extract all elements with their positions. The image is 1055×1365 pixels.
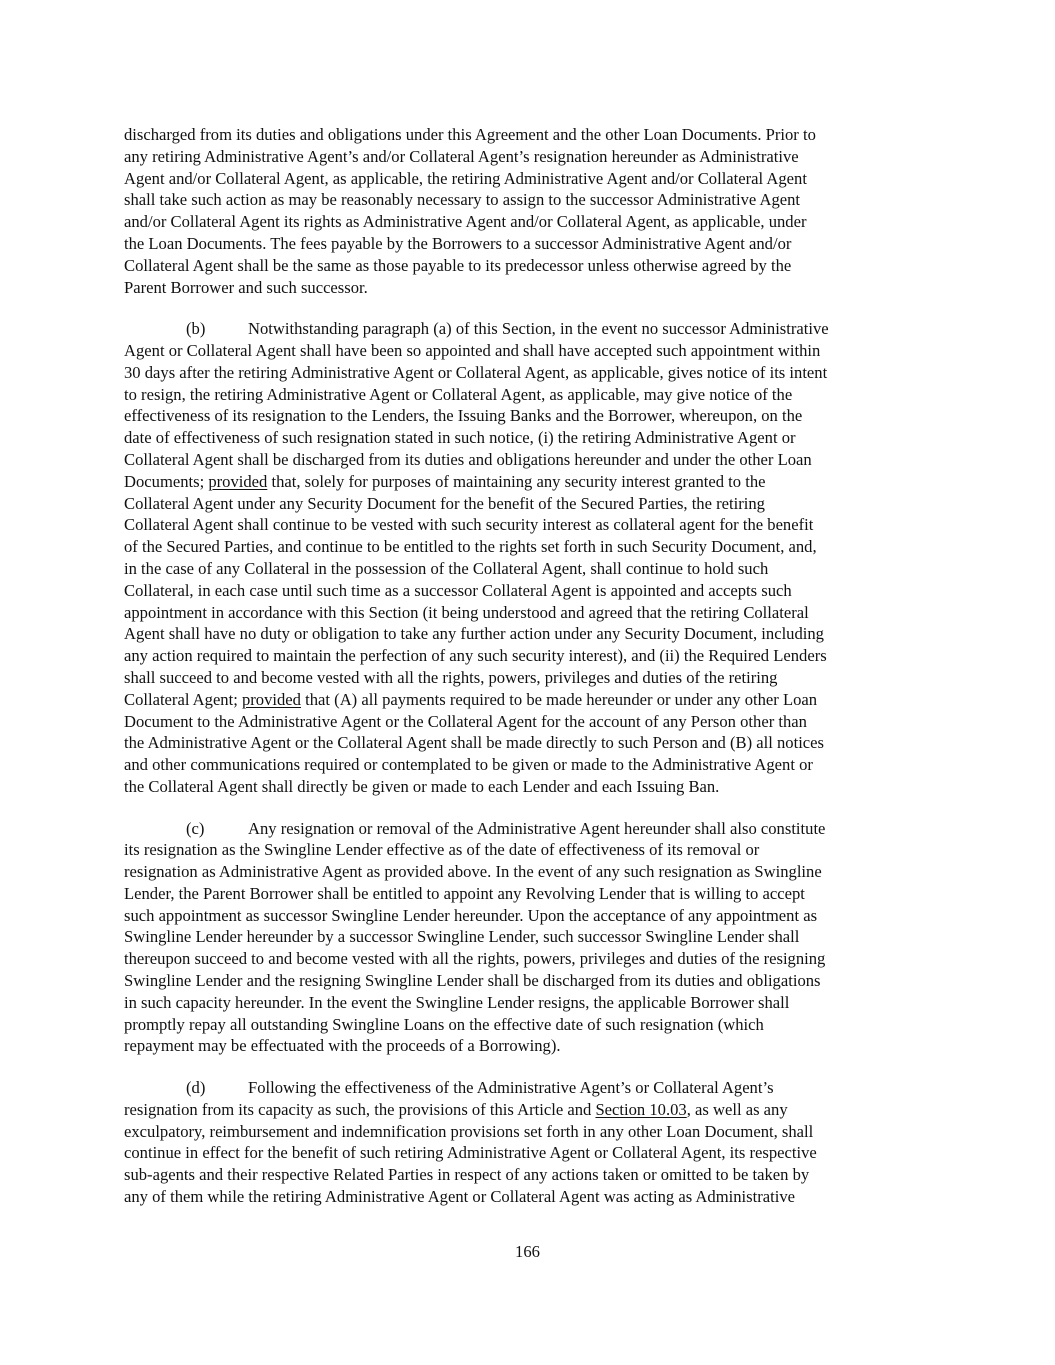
text-line: Collateral Agent shall be the same as those payable to its predecessor unless otherwise agreed by the [124, 255, 792, 275]
page-number: 166 [515, 1242, 540, 1261]
text-line: any retiring Administrative Agent’s and/or Collateral Agent’s resignation hereunder as Administrative [124, 146, 799, 166]
text-line: Agent or Collateral Agent shall have been so appointed and shall have accepted such appointment within [124, 340, 821, 360]
reference-suffix: , as well as any [686, 1099, 788, 1119]
text-line: thereupon succeed to and become vested with all the rights, powers, privileges and duties of the resigning [124, 949, 826, 969]
text-line: Lender, the Parent Borrower shall be entitled to appoint any Revolving Lender that is willing to accept [124, 883, 805, 903]
proviso-suffix: that, solely for purposes of maintaining any security interest granted to the [267, 471, 766, 491]
proviso-prefix: Documents; [124, 471, 209, 491]
text-line: Collateral Agent shall continue to be vested with such security interest as collateral agent for the benefit [124, 515, 814, 535]
text-line: in such capacity hereunder. In the event the Swingline Lender resigns, the applicable Borrower shall [124, 992, 790, 1012]
paragraph-c-first-line [124, 818, 936, 840]
paragraph-b [124, 318, 936, 798]
text-line: Parent Borrower and such successor. [124, 277, 368, 297]
text-line: its resignation as the Swingline Lender effective as of the date of effectiveness of its removal or [124, 840, 760, 860]
proviso-term: provided [208, 471, 268, 491]
text-line: the Loan Documents. The fees payable by the Borrowers to a successor Administrative Agent and/or [124, 233, 792, 253]
text-line: any of them while the retiring Administrative Agent or Collateral Agent was acting as Administrative [124, 1187, 795, 1207]
text-line: repayment may be effectuated with the proceeds of a Borrowing). [124, 1036, 561, 1056]
text-line: promptly repay all outstanding Swingline Loans on the effective date of such resignation (which [124, 1014, 764, 1034]
paragraph-b-first-line [124, 318, 936, 340]
text-line: Notwithstanding paragraph (a) of this Section, in the event no successor Administrative [248, 319, 829, 339]
text-line: Swingline Lender and the resigning Swingline Lender shall be discharged from its duties and obligations [124, 971, 821, 991]
paragraph-a-continuation [124, 124, 936, 298]
text-line: and/or Collateral Agent its rights as Administrative Agent and/or Collateral Agent, as applicable, under [124, 212, 807, 232]
text-line: Collateral, in each case until such time as a successor Collateral Agent is appointed and accepts such [124, 580, 792, 600]
text-line: effectiveness of its resignation to the Lenders, the Issuing Banks and the Borrower, whereupon, on the [124, 406, 803, 426]
text-line: Agent shall have no duty or obligation to take any further action under any Security Document, including [124, 624, 824, 644]
text-line: the Administrative Agent or the Collateral Agent shall be made directly to such Person and (B) all notices [124, 733, 824, 753]
text-line: such appointment as successor Swingline Lender hereunder. Upon the acceptance of any appointment as [124, 905, 818, 925]
paragraph-b-label: (b) [186, 319, 206, 339]
text-line: in the case of any Collateral in the possession of the Collateral Agent, shall continue to hold such [124, 558, 769, 578]
text-line: 30 days after the retiring Administrative Agent or Collateral Agent, as applicable, gives notice of its intent [124, 362, 828, 382]
section-reference-link[interactable]: Section 10.03 [595, 1099, 687, 1119]
paragraph-c [124, 818, 936, 1058]
reference-prefix: resignation from its capacity as such, the provisions of this Article and [124, 1099, 596, 1119]
text-line: and other communications required or contemplated to be given or made to the Administrative Agent or [124, 755, 813, 775]
text-line: to resign, the retiring Administrative Agent or Collateral Agent, as applicable, may give notice of the [124, 384, 793, 404]
text-line: Collateral Agent under any Security Document for the benefit of the Secured Parties, the retiring [124, 493, 765, 513]
text-line: resignation as Administrative Agent as provided above. In the event of any such resignation as Swingline [124, 862, 822, 882]
text-line: Swingline Lender hereunder by a successor Swingline Lender, such successor Swingline Lender shall [124, 927, 800, 947]
paragraph-d [124, 1077, 936, 1208]
text-line-with-proviso [124, 471, 936, 493]
paragraph-d-first-line [124, 1077, 936, 1099]
text-line: any action required to maintain the perfection of any such security interest), and (ii) the Required Lenders [124, 646, 827, 666]
text-line: Agent and/or Collateral Agent, as applicable, the retiring Administrative Agent and/or Collateral Agent [124, 168, 807, 188]
text-line: continue in effect for the benefit of such retiring Administrative Agent or Collateral Agent, its respective [124, 1143, 817, 1163]
text-line: Any resignation or removal of the Administrative Agent hereunder shall also constitute [248, 818, 826, 838]
text-line: sub-agents and their respective Related Parties in respect of any actions taken or omitted to be taken by [124, 1165, 810, 1185]
text-line: discharged from its duties and obligations under this Agreement and the other Loan Documents. Prior to [124, 125, 816, 144]
text-line: shall succeed to and become vested with all the rights, powers, privileges and duties of the retiring [124, 667, 778, 687]
text-line-with-proviso [124, 689, 936, 711]
paragraph-d-label: (d) [186, 1078, 206, 1098]
text-line: shall take such action as may be reasonably necessary to assign to the successor Administrative Agent [124, 190, 801, 210]
text-line: date of effectiveness of such resignation stated in such notice, (i) the retiring Administrative Agent or [124, 428, 796, 448]
proviso-term: provided [241, 689, 301, 709]
proviso-prefix: Collateral Agent; [124, 689, 242, 709]
text-line: of the Secured Parties, and continue to be entitled to the rights set forth in such Security Document, and, [124, 537, 817, 557]
text-line: Following the effectiveness of the Administrative Agent’s or Collateral Agent’s [248, 1078, 774, 1098]
text-line: appointment in accordance with this Section (it being understood and agreed that the retiring Collateral [124, 602, 809, 622]
proviso-suffix: that (A) all payments required to be made hereunder or under any other Loan [300, 689, 818, 709]
text-line: the Collateral Agent shall directly be given or made to each Lender and each Issuing Ban. [124, 776, 720, 796]
text-line: Collateral Agent shall be discharged from its duties and obligations hereunder and under the other Loan [124, 449, 812, 469]
paragraph-c-label: (c) [186, 818, 205, 838]
text-line: exculpatory, reimbursement and indemnification provisions set forth in any other Loan Document, shall [124, 1121, 814, 1141]
text-line: Document to the Administrative Agent or the Collateral Agent for the account of any Person other than [124, 711, 807, 731]
text-line-with-reference [124, 1099, 936, 1121]
document-page [124, 124, 936, 1208]
